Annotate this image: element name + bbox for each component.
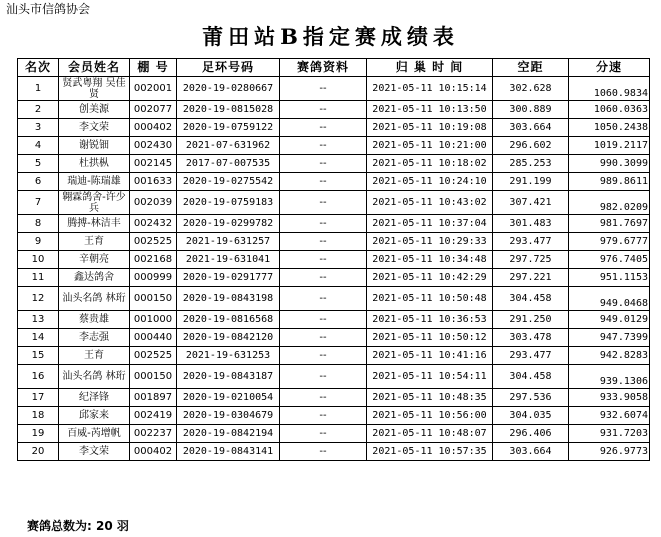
pigeon-info-cell: -- — [280, 101, 367, 119]
ring-number-cell: 2017-07-007535 — [177, 155, 280, 173]
distance-cell: 303.664 — [493, 443, 569, 461]
header-loft: 棚 号 — [130, 59, 177, 77]
arrival-time-cell: 2021-05-11 10:54:11 — [367, 365, 493, 389]
table-row — [18, 155, 650, 173]
loft-number-cell: 002077 — [130, 101, 177, 119]
ring-number-cell: 2020-19-0816568 — [177, 311, 280, 329]
pigeon-info-cell: -- — [280, 215, 367, 233]
member-name-cell: 创美源 — [59, 101, 130, 119]
distance-cell: 297.536 — [493, 389, 569, 407]
ring-number-cell: 2021-19-631253 — [177, 347, 280, 365]
member-name-cell: 贤武粤翔 吴佳贤 — [59, 77, 130, 101]
arrival-time-cell: 2021-05-11 10:50:48 — [367, 287, 493, 311]
distance-cell: 293.477 — [493, 347, 569, 365]
distance-cell: 296.602 — [493, 137, 569, 155]
loft-number-cell: 002039 — [130, 191, 177, 215]
speed-cell: 932.6074 — [569, 407, 650, 425]
loft-number-cell: 000402 — [130, 119, 177, 137]
pigeon-info-cell: -- — [280, 443, 367, 461]
rank-cell: 9 — [18, 233, 59, 251]
ring-number-cell: 2020-19-0843141 — [177, 443, 280, 461]
header-time: 归 巢 时 间 — [367, 59, 493, 77]
distance-cell: 293.477 — [493, 233, 569, 251]
speed-cell: 989.8611 — [569, 173, 650, 191]
arrival-time-cell: 2021-05-11 10:48:35 — [367, 389, 493, 407]
speed-cell: 981.7697 — [569, 215, 650, 233]
loft-number-cell: 002430 — [130, 137, 177, 155]
member-name-cell: 李文荣 — [59, 443, 130, 461]
ring-number-cell: 2020-19-0275542 — [177, 173, 280, 191]
table-row — [18, 215, 650, 233]
pigeon-info-cell: -- — [280, 425, 367, 443]
loft-number-cell: 000402 — [130, 443, 177, 461]
ring-number-cell: 2020-19-0759183 — [177, 191, 280, 215]
pigeon-info-cell: -- — [280, 233, 367, 251]
table-row — [18, 287, 650, 311]
rank-cell: 15 — [18, 347, 59, 365]
rank-cell: 13 — [18, 311, 59, 329]
header-distance: 空距 — [493, 59, 569, 77]
member-name-cell: 邱家来 — [59, 407, 130, 425]
ring-number-cell: 2020-19-0291777 — [177, 269, 280, 287]
table-row — [18, 233, 650, 251]
table-row — [18, 173, 650, 191]
rank-cell: 11 — [18, 269, 59, 287]
table-header-row — [18, 59, 650, 77]
ring-number-cell: 2021-19-631041 — [177, 251, 280, 269]
speed-cell: 990.3099 — [569, 155, 650, 173]
member-name-cell: 蔡贵雄 — [59, 311, 130, 329]
table-row — [18, 425, 650, 443]
arrival-time-cell: 2021-05-11 10:43:02 — [367, 191, 493, 215]
rank-cell: 2 — [18, 101, 59, 119]
table-row — [18, 347, 650, 365]
table-row — [18, 251, 650, 269]
loft-number-cell: 002168 — [130, 251, 177, 269]
member-name-cell: 百威-芮增帆 — [59, 425, 130, 443]
distance-cell: 291.199 — [493, 173, 569, 191]
pigeon-info-cell: -- — [280, 191, 367, 215]
table-row — [18, 443, 650, 461]
member-name-cell: 瑞迪-陈瑞雄 — [59, 173, 130, 191]
member-name-cell: 腾搏-林洁丰 — [59, 215, 130, 233]
loft-number-cell: 001000 — [130, 311, 177, 329]
member-name-cell: 李文荣 — [59, 119, 130, 137]
loft-number-cell: 002525 — [130, 233, 177, 251]
pigeon-info-cell: -- — [280, 155, 367, 173]
arrival-time-cell: 2021-05-11 10:56:00 — [367, 407, 493, 425]
rank-cell: 7 — [18, 191, 59, 215]
arrival-time-cell: 2021-05-11 10:50:12 — [367, 329, 493, 347]
distance-cell: 303.664 — [493, 119, 569, 137]
member-name-cell: 李志强 — [59, 329, 130, 347]
pigeon-info-cell: -- — [280, 389, 367, 407]
member-name-cell: 谢锐钿 — [59, 137, 130, 155]
arrival-time-cell: 2021-05-11 10:36:53 — [367, 311, 493, 329]
pigeon-info-cell: -- — [280, 347, 367, 365]
ring-number-cell: 2020-19-0843198 — [177, 287, 280, 311]
results-table — [17, 58, 650, 461]
speed-cell: 933.9058 — [569, 389, 650, 407]
ring-number-cell: 2021-07-631962 — [177, 137, 280, 155]
arrival-time-cell: 2021-05-11 10:21:00 — [367, 137, 493, 155]
table-body — [18, 77, 650, 461]
table-row — [18, 365, 650, 389]
distance-cell: 300.889 — [493, 101, 569, 119]
member-name-cell: 纪泽锋 — [59, 389, 130, 407]
loft-number-cell: 001633 — [130, 173, 177, 191]
distance-cell: 304.458 — [493, 287, 569, 311]
rank-cell: 4 — [18, 137, 59, 155]
member-name-cell: 汕头名鸽 林珩 — [59, 287, 130, 311]
distance-cell: 307.421 — [493, 191, 569, 215]
rank-cell: 3 — [18, 119, 59, 137]
loft-number-cell: 000440 — [130, 329, 177, 347]
arrival-time-cell: 2021-05-11 10:41:16 — [367, 347, 493, 365]
ring-number-cell: 2020-19-0304679 — [177, 407, 280, 425]
loft-number-cell: 000150 — [130, 287, 177, 311]
table-row — [18, 389, 650, 407]
distance-cell: 301.483 — [493, 215, 569, 233]
total-count: 赛鸽总数为: 20 羽 — [27, 519, 129, 533]
arrival-time-cell: 2021-05-11 10:18:02 — [367, 155, 493, 173]
member-name-cell: 翱霖鸽舍-许少兵 — [59, 191, 130, 215]
rank-cell: 8 — [18, 215, 59, 233]
speed-cell: 949.0468 — [569, 287, 650, 311]
speed-cell: 949.0129 — [569, 311, 650, 329]
speed-cell: 939.1306 — [569, 365, 650, 389]
ring-number-cell: 2020-19-0815028 — [177, 101, 280, 119]
arrival-time-cell: 2021-05-11 10:15:14 — [367, 77, 493, 101]
rank-cell: 19 — [18, 425, 59, 443]
table-row — [18, 77, 650, 101]
speed-cell: 1050.2438 — [569, 119, 650, 137]
pigeon-info-cell: -- — [280, 329, 367, 347]
distance-cell: 297.725 — [493, 251, 569, 269]
pigeon-info-cell: -- — [280, 287, 367, 311]
table-row — [18, 269, 650, 287]
distance-cell: 296.406 — [493, 425, 569, 443]
speed-cell: 947.7399 — [569, 329, 650, 347]
ring-number-cell: 2021-19-631257 — [177, 233, 280, 251]
loft-number-cell: 002237 — [130, 425, 177, 443]
rank-cell: 10 — [18, 251, 59, 269]
speed-cell: 951.1153 — [569, 269, 650, 287]
loft-number-cell: 001897 — [130, 389, 177, 407]
loft-number-cell: 002001 — [130, 77, 177, 101]
rank-cell: 12 — [18, 287, 59, 311]
pigeon-info-cell: -- — [280, 269, 367, 287]
arrival-time-cell: 2021-05-11 10:37:04 — [367, 215, 493, 233]
loft-number-cell: 000150 — [130, 365, 177, 389]
arrival-time-cell: 2021-05-11 10:48:07 — [367, 425, 493, 443]
loft-number-cell: 002419 — [130, 407, 177, 425]
loft-number-cell: 000999 — [130, 269, 177, 287]
distance-cell: 304.035 — [493, 407, 569, 425]
pigeon-info-cell: -- — [280, 137, 367, 155]
pigeon-info-cell: -- — [280, 365, 367, 389]
member-name-cell: 辛朝亮 — [59, 251, 130, 269]
rank-cell: 20 — [18, 443, 59, 461]
arrival-time-cell: 2021-05-11 10:19:08 — [367, 119, 493, 137]
organization-name: 汕头市信鸽协会 — [6, 2, 91, 16]
loft-number-cell: 002145 — [130, 155, 177, 173]
table-row — [18, 137, 650, 155]
arrival-time-cell: 2021-05-11 10:13:50 — [367, 101, 493, 119]
ring-number-cell: 2020-19-0843187 — [177, 365, 280, 389]
speed-cell: 1019.2117 — [569, 137, 650, 155]
member-name-cell: 汕头名鸽 林珩 — [59, 365, 130, 389]
speed-cell: 931.7203 — [569, 425, 650, 443]
distance-cell: 304.458 — [493, 365, 569, 389]
member-name-cell: 王育 — [59, 347, 130, 365]
distance-cell: 303.478 — [493, 329, 569, 347]
rank-cell: 14 — [18, 329, 59, 347]
table-row — [18, 101, 650, 119]
arrival-time-cell: 2021-05-11 10:24:10 — [367, 173, 493, 191]
distance-cell: 285.253 — [493, 155, 569, 173]
header-member: 会员姓名 — [59, 59, 130, 77]
ring-number-cell: 2020-19-0759122 — [177, 119, 280, 137]
arrival-time-cell: 2021-05-11 10:42:29 — [367, 269, 493, 287]
ring-number-cell: 2020-19-0280667 — [177, 77, 280, 101]
rank-cell: 18 — [18, 407, 59, 425]
pigeon-info-cell: -- — [280, 251, 367, 269]
header-ring: 足环号码 — [177, 59, 280, 77]
arrival-time-cell: 2021-05-11 10:29:33 — [367, 233, 493, 251]
speed-cell: 1060.0363 — [569, 101, 650, 119]
table-row — [18, 407, 650, 425]
table-row — [18, 191, 650, 215]
rank-cell: 5 — [18, 155, 59, 173]
table-row — [18, 311, 650, 329]
header-info: 赛鸽资料 — [280, 59, 367, 77]
rank-cell: 16 — [18, 365, 59, 389]
table-row — [18, 329, 650, 347]
pigeon-info-cell: -- — [280, 407, 367, 425]
member-name-cell: 杜拱枞 — [59, 155, 130, 173]
rank-cell: 1 — [18, 77, 59, 101]
pigeon-info-cell: -- — [280, 119, 367, 137]
speed-cell: 942.8283 — [569, 347, 650, 365]
pigeon-info-cell: -- — [280, 311, 367, 329]
page-title: 莆田站B指定赛成绩表 — [202, 24, 459, 49]
member-name-cell: 鑫达鸽舍 — [59, 269, 130, 287]
pigeon-info-cell: -- — [280, 173, 367, 191]
speed-cell: 982.0209 — [569, 191, 650, 215]
loft-number-cell: 002432 — [130, 215, 177, 233]
header-rank: 名次 — [18, 59, 59, 77]
distance-cell: 302.628 — [493, 77, 569, 101]
speed-cell: 979.6777 — [569, 233, 650, 251]
loft-number-cell: 002525 — [130, 347, 177, 365]
rank-cell: 6 — [18, 173, 59, 191]
ring-number-cell: 2020-19-0842194 — [177, 425, 280, 443]
speed-cell: 926.9773 — [569, 443, 650, 461]
speed-cell: 1060.9834 — [569, 77, 650, 101]
ring-number-cell: 2020-19-0210054 — [177, 389, 280, 407]
table-row — [18, 119, 650, 137]
speed-cell: 976.7405 — [569, 251, 650, 269]
member-name-cell: 王育 — [59, 233, 130, 251]
distance-cell: 297.221 — [493, 269, 569, 287]
distance-cell: 291.250 — [493, 311, 569, 329]
ring-number-cell: 2020-19-0842120 — [177, 329, 280, 347]
arrival-time-cell: 2021-05-11 10:57:35 — [367, 443, 493, 461]
header-speed: 分速 — [569, 59, 650, 77]
ring-number-cell: 2020-19-0299782 — [177, 215, 280, 233]
pigeon-info-cell: -- — [280, 77, 367, 101]
rank-cell: 17 — [18, 389, 59, 407]
arrival-time-cell: 2021-05-11 10:34:48 — [367, 251, 493, 269]
